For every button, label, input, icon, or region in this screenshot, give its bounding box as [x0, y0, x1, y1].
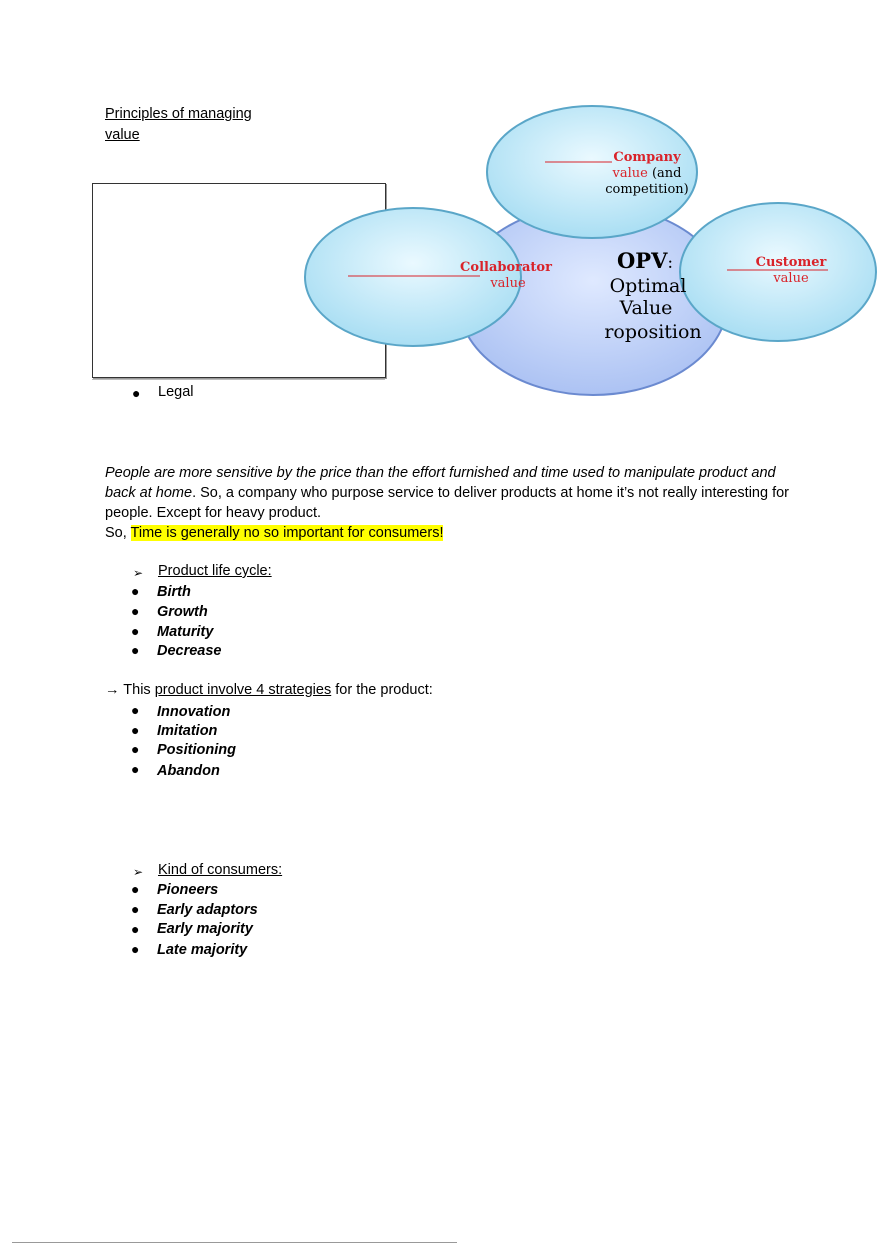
highlighted-statement: Time is generally no so important for consumers! — [130, 525, 444, 541]
paragraph-italic: People are more sensitive by the price than the effort furnished and time used to manipulate product and back at home — [105, 465, 776, 501]
company-rest1: (and — [647, 166, 682, 181]
strategies-suffix: for the product: — [331, 682, 433, 698]
consumers-title: Kind of consumers: — [158, 862, 283, 878]
body-paragraph — [105, 463, 795, 543]
opv-line-1: Optimal — [609, 275, 687, 297]
collaborator-title: Collaborator — [460, 260, 552, 275]
consumer-item: Early adaptors — [157, 902, 258, 918]
consumer-item: Late majority — [157, 942, 248, 958]
consumer-item: Early majority — [157, 921, 253, 937]
bullet-icon: ● — [132, 385, 141, 401]
bullet-icon: ● — [131, 881, 140, 897]
collaborator-value: value — [490, 276, 526, 291]
collaborator-bubble — [305, 208, 521, 346]
paragraph-so: So, — [105, 525, 131, 541]
bullet-icon: ● — [131, 702, 140, 718]
bullet-icon: ● — [131, 761, 140, 777]
bullet-icon: ● — [131, 741, 140, 757]
lifecycle-item: Decrease — [157, 643, 222, 659]
legal-item: Legal — [158, 384, 194, 400]
customer-title: Customer — [755, 255, 827, 270]
strategy-item: Abandon — [157, 763, 220, 779]
footer-divider — [12, 1242, 457, 1243]
section-heading: Principles of managing value — [105, 106, 252, 143]
bullet-icon: ● — [131, 583, 140, 599]
company-line2 — [612, 166, 682, 181]
arrow-bullet-icon: ➢ — [133, 865, 144, 879]
bullet-icon: ● — [131, 603, 140, 619]
paragraph-rest: . So, a company who purpose service to deliver products at home it’s not really interesting for people. Except for heavy product. — [105, 485, 790, 521]
bullet-icon: ● — [131, 901, 140, 917]
strategy-item: Imitation — [157, 723, 218, 739]
bullet-icon: ● — [131, 722, 140, 738]
bullet-icon: ● — [131, 623, 140, 639]
company-title: Company — [613, 150, 681, 165]
strategy-item: Innovation — [157, 704, 231, 720]
bullet-icon: ● — [131, 941, 140, 957]
consumer-item: Pioneers — [157, 882, 219, 898]
opv-colon: : — [667, 253, 674, 273]
strategies-prefix: This — [119, 682, 155, 698]
lifecycle-item: Birth — [157, 584, 191, 600]
opv-diagram — [0, 0, 880, 420]
opv-title — [617, 248, 673, 273]
arrow-bullet-icon: ➢ — [133, 566, 144, 580]
bullet-icon: ● — [131, 921, 140, 937]
strategies-underlined: product involve 4 strategies — [154, 682, 332, 698]
right-arrow-icon: → — [105, 682, 120, 698]
strategy-item: Positioning — [157, 742, 236, 758]
lifecycle-item: Growth — [157, 604, 208, 620]
company-rest2: competition) — [605, 182, 689, 197]
company-value-word: value — [612, 166, 648, 181]
lifecycle-item: Maturity — [157, 624, 214, 640]
bullet-icon: ● — [131, 642, 140, 658]
opv-line-3: roposition — [604, 321, 702, 343]
opv-label: OPV — [617, 248, 668, 273]
customer-value: value — [773, 271, 809, 286]
opv-line-2: Value — [619, 297, 673, 319]
lifecycle-title: Product life cycle: — [158, 563, 272, 579]
strategies-line — [105, 682, 433, 698]
